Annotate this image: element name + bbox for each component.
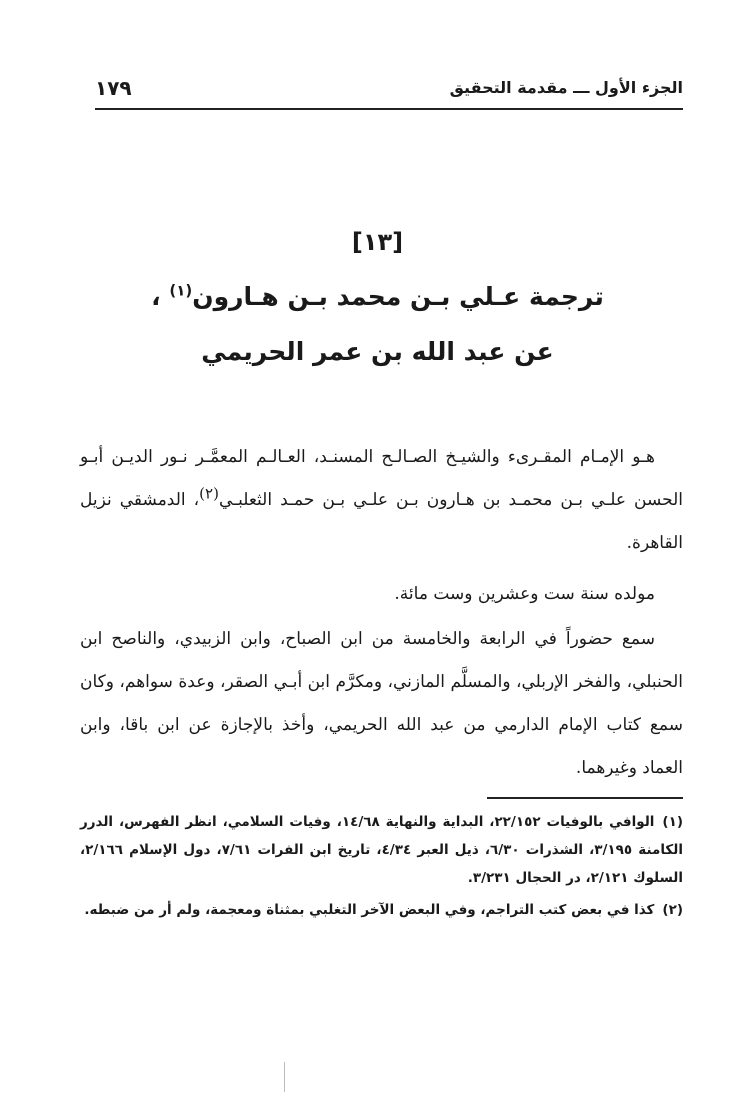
footnote-ref-2[interactable]: (٢) [199,484,219,503]
running-header [95,72,683,108]
footnote-number: (٢) [662,902,683,918]
footnote-number: (١) [662,814,684,830]
footnote-2 [80,896,683,924]
footnote-ref-1[interactable]: (١) [169,281,193,300]
running-title: الجزء الأول ـــ مقدمة التحقيق [449,78,683,97]
chapter-title-line-2: عن عبد الله بن عمر الحريمي [201,337,554,366]
footnote-1 [80,808,683,892]
footnote-text: الوافي بالوفيات ٢٢/١٥٢، البداية والنهاية ١٤/٦٨، وفيات السلامي، انظر الفهرس، الدرر الكامنة ٣/١٩٥، الشذرات ٦/٣٠، ذيل العبر ٤/٣٤، تاريخ ابن الفرات ٧/٦١، دول الإسلام ٢/١٦٦، السلوك ٢/١٢١، در الحجال ٣/٢٣١. [80,814,683,886]
header-rule [95,108,683,110]
paragraph-birth [80,573,683,616]
footnotes [80,808,683,928]
footnote-rule [487,797,683,799]
paragraph-3-text: سمع حضوراً في الرابعة والخامسة من ابن الصباح، وابن الزبيدي، والناصح ابن الحنبلي، والفخر الإربلي، والمسلَّم المازني، ومكرَّم ابن أبـي الصقر، وعدة سواهم، وكان سمع كتاب الإمام الدارمي من عبد الله الحريمي، وأخذ بالإجازة عن ابن باقا، وابن العماد وغيرهما. [80,629,683,778]
chapter-title-line-1 [80,282,675,311]
paragraph-biography [80,436,683,565]
paragraph-2-text: مولده سنة ست وعشرين وست مائة. [394,584,655,604]
page-number: ١٧٩ [95,76,132,100]
chapter-title-comma: ، [151,282,161,311]
chapter-title-text: ترجمة عـلي بـن محمد بـن هـارون [192,282,604,311]
scan-mark [284,1062,287,1092]
chapter-number: [١٣] [351,228,404,256]
paragraph-1-tail: ، الدمشقي نزيل القاهرة. [80,490,683,553]
paragraph-1-text: هـو الإمـام المقـرىء والشيـخ الصـالـح المسنـد، العـالـم المعمَّـر نـور الديـن أبـو الحسن علـي بـن محمـد بن هـارون بـن علـي بـن حمـد الثعلبـي [80,447,683,510]
paragraph-studies [80,618,683,790]
footnote-text: كذا في بعض كتب التراجم، وفي البعض الآخر التغلبي بمثناة ومعجمة، ولم أر من ضبطه. [84,902,655,918]
